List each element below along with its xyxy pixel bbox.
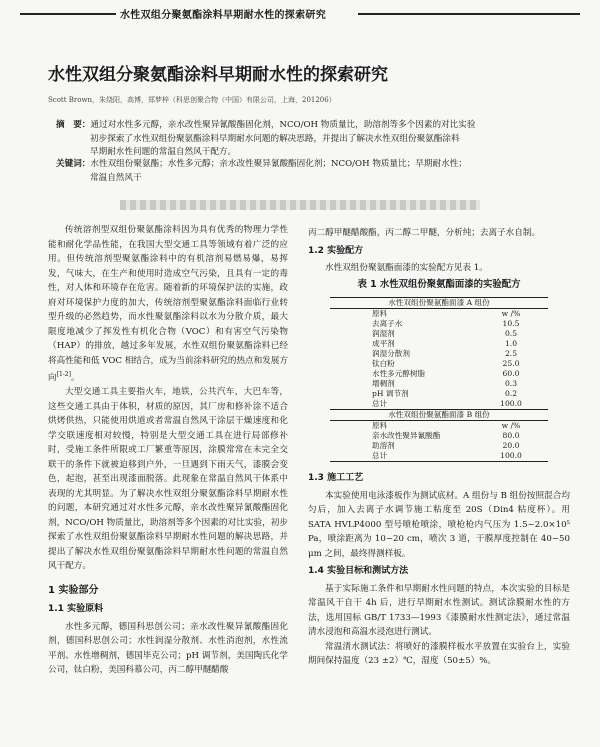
table-row	[330, 441, 548, 451]
material-name: 水性多元醇树脂	[372, 369, 426, 378]
body-paragraph: 丙二醇甲醚醋酸酯，丙二醇二甲醚，分析纯；去离子水自制。	[308, 228, 541, 238]
body-paragraph: 水性多元醇，德国科思创公司；亲水改性聚异氰酸酯固化剂，德国科思创公司；水性润湿分散剂、水性消泡剂，水性流平剂、水性增稠剂，德国毕克公司；pH 调节剂，美国陶氏化学公司，钛白粉，美国科慕公司，丙二醇甲醚醋酸	[48, 621, 288, 676]
keywords-block	[56, 158, 564, 185]
subsection-heading: 1.1 实验原料	[48, 604, 104, 615]
abstract-line: 早期耐水性问题的常温自然风干配方。	[90, 147, 237, 158]
material-name: 钛白粉	[372, 359, 395, 368]
abstract-label: 摘 要：	[56, 120, 91, 130]
table-row	[330, 349, 548, 359]
body-paragraph: 本实验使用电泳漆板作为测试底材。A 组份与 B 组份按照混合均匀后，加入去离子水调节施工粘度至 20S（Din4 粘度杯）。用 SATA HVLP4000 型号喷枪喷涂，喷枪枪内气压为 1.5~2.0×10⁵ Pa，喷涂距离为 10~20 cm，喷次 3 道，干膜厚度控制在 40~50 μm 之间，最终得测样板。	[308, 490, 570, 559]
table-row	[330, 339, 548, 349]
keywords-line: 关键词：水性双组份聚氨酯；水性多元醇；亲水改性聚异氰酸酯固化剂；NCO/OH 物质量比；早期耐水性；	[56, 159, 467, 169]
mass-fraction: 1.0	[504, 339, 518, 348]
mass-fraction: 25.0	[502, 359, 520, 368]
right-column	[308, 226, 570, 669]
blurred-band	[120, 200, 480, 210]
table-row	[330, 359, 548, 369]
mass-fraction: 80.0	[502, 431, 520, 440]
table-row	[330, 379, 548, 389]
mass-fraction: 0.3	[504, 379, 518, 388]
table-row	[330, 369, 548, 379]
body-paragraph: 大型交通工具主要指火车，地铁，公共汽车，大巴车等，这些交通工具由于体积，材质的原因，其厂房和修补涂不适合烘烤供热，只能使用烘道或者常温自然风干涂层干燥速度和化学交联速度相对较慢，特别是大型交通工具在进行局部修补时，受施工条件所限或工厂繁重等原因，涂膜常常在未完全交联干的条件下就被迫移到户外，一旦遇到下雨天气，漆膜会变色，起泡，甚至出现漆面脱落。此现象在常温自然风干体系中表现的尤其明显。为了解决水性双组分聚氨酯涂料早期耐水性的问题，本研究通过对水性多元醇，亲水改性聚异氰酸酯固化剂，NCO/OH 物质量比，助溶剂等多个因素的对比实验，初步探索了水性双组份聚氨酯涂料早期耐水性问题的解决思路，并提出了解决水性双组份聚氨酯涂料早期耐水性问题的常温自然风干配方。	[48, 387, 288, 572]
section-heading: 1 实验部分	[48, 584, 99, 596]
reference-mark: [1-2]	[56, 371, 71, 378]
mass-fraction: 60.0	[502, 369, 520, 378]
body-paragraph: 水性双组份聚氨酯面漆的实验配方见表 1。	[325, 263, 488, 273]
table-header-name: 原料	[330, 421, 474, 432]
mass-fraction: 100.0	[474, 451, 548, 462]
material-name: 助溶剂	[372, 441, 395, 450]
abstract-block	[56, 119, 564, 160]
left-column	[48, 223, 288, 678]
table-row	[330, 451, 548, 462]
table-group-title: 水性双组份聚氨酯面漆 B 组份	[330, 410, 548, 421]
table-row	[330, 329, 548, 339]
header-rule-right	[358, 13, 580, 15]
mass-fraction: 10.5	[502, 319, 520, 328]
body-paragraph: 基于实际施工条件和早期耐水性问题的特点，本次实验的目标是常温风干自干 4h 后，进行早期耐水性测试。测试涂膜耐水性的方法，选用国标 GB/T 1733—1993《漆膜耐水性测定法》，通过常温清水浸泡和高温水浸泡进行测试。	[308, 583, 570, 637]
material-name: 润湿分散剂	[372, 349, 410, 358]
material-name: 亲水改性聚异氰酸酯	[372, 431, 441, 440]
material-name: 增稠剂	[372, 379, 395, 388]
material-name: 总计	[330, 451, 474, 462]
table-group-title: 水性双组份聚氨酯面漆 A 组份	[330, 298, 548, 309]
abstract-line: 初步探索了水性双组份聚氨酯涂料早期耐水问题的解决思路，并提出了解决水性双组份聚氨酯涂料	[90, 133, 460, 144]
subsection-heading: 1.3 施工工艺	[308, 473, 364, 483]
table-row	[330, 399, 548, 410]
body-paragraph: 常温清水测试法：将喷好的漆膜样板水平放置在实验台上，实验期间保持温度（23 ±2）℃，湿度（50±5）%。	[308, 641, 570, 666]
table-caption: 表 1 水性双组份聚氨酯面漆的实验配方	[357, 278, 521, 290]
table-row	[330, 389, 548, 399]
material-name: 去离子水	[372, 319, 403, 328]
mass-fraction: 100.0	[474, 399, 548, 410]
material-name: 总计	[330, 399, 474, 410]
subsection-heading: 1.4 实验目标和测试方法	[308, 566, 409, 576]
keywords-label: 关键词：	[56, 159, 91, 169]
keywords-line: 常温自然风干	[90, 172, 142, 183]
material-name: pH 调节剂	[372, 389, 409, 398]
abstract-line: 摘 要：通过对水性多元醇，亲水改性聚异氰酸酯固化剂，NCO/OH 物质量比，助溶剂等多个因素的对比实验	[56, 120, 476, 130]
subsection-heading: 1.2 实验配方	[308, 245, 364, 256]
material-name: 成平剂	[372, 339, 395, 348]
table-row	[330, 319, 548, 329]
article-title: 水性双组分聚氨酯涂料早期耐水性的探索研究	[48, 65, 388, 85]
running-header	[20, 6, 580, 20]
table-header-value: w /%	[474, 421, 548, 432]
body-paragraph: 传统溶剂型双组份聚氨酯涂料因为具有优秀的物理力学性能和耐化学品性能，在我国大型交通工具等领域有着广泛的应用。但传统溶剂型聚氨酯涂料中的有机溶剂易燃易爆，易挥发，气味大，在生产和使用时造成空气污染，且具有一定的毒性，对人体和环境存在危害。随着新的环境保护法的实施，政府对环境保护力度的加大，传统溶剂型聚氨酯涂料面临行业转型升级的必然趋势，而水性聚氨酯涂料以水为分散介质，最大限度地减少了挥发性有机化合物（VOC）和有害空气污染物（HAP）的排放，越过多年发展，水性双组份聚氨酯涂料已经将高性能和低 VOC 相结合，成为当前涂料研究的热点和发展方向[1-2]。	[48, 225, 288, 383]
running-title: 水性双组分聚氨酯涂料早期耐水性的探索研究	[120, 10, 326, 21]
material-name: 润湿剂	[372, 329, 395, 338]
mass-fraction: 20.0	[502, 441, 520, 450]
mass-fraction: 2.5	[504, 349, 518, 358]
formula-table	[330, 297, 548, 462]
mass-fraction: 0.2	[504, 389, 518, 398]
table-header-name: 原料	[330, 309, 474, 320]
table-row	[330, 431, 548, 441]
mass-fraction: 0.5	[504, 329, 518, 338]
article-authors: Scott Brown，朱绕阳，高博，郑梦梓（科思创聚合物（中国）有限公司，上海，201206）	[48, 96, 336, 104]
header-rule-left	[20, 13, 116, 15]
table-header-value: w /%	[474, 309, 548, 320]
